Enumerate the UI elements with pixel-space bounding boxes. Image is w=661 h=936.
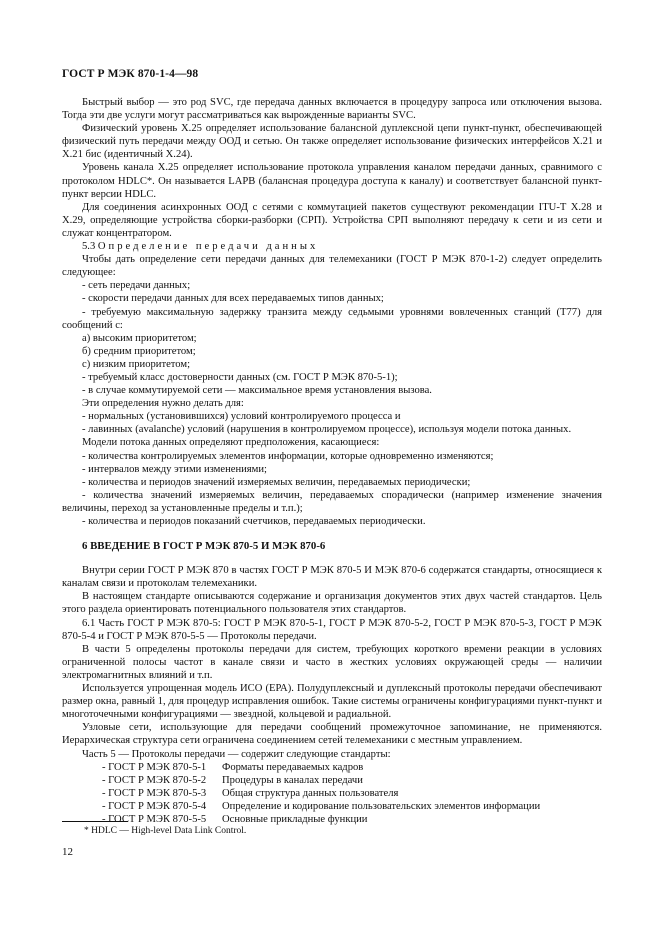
page-number: 12 (62, 846, 73, 858)
standard-code: - ГОСТ Р МЭК 870-5-5 (102, 813, 207, 825)
standard-name: Общая структура данных пользователя (222, 787, 399, 799)
list-item: а) высоким приоритетом; (82, 332, 197, 344)
list-item: - требуемую максимальную задержку транзита между седьмыми уровнями вовлеченных станций (T77) для сообщений с: (62, 306, 602, 331)
list-item: - скорости передачи данных для всех передаваемых типов данных; (82, 293, 384, 305)
list-item: - нормальных (установившихся) условий контролируемого процесса и (82, 411, 401, 423)
list-item: - количества и периодов показаний счетчиков, передаваемых периодически. (82, 516, 426, 527)
paragraph: Чтобы дать определение сети передачи данных для телемеханики (ГОСТ Р МЭК 870-1-2) следует определить следующее: (62, 254, 602, 279)
list-item: с) низким приоритетом; (82, 358, 191, 370)
paragraph: Для соединения асинхронных ООД с сетями с коммутацией пакетов существуют рекомендации ITU-T X.28 и X.29, определяющие устройства сборки-разборки (СРП). Устройства СРП выполняют передачу к сети и из сети и служат концентратором. (62, 201, 602, 239)
standards-list (62, 761, 602, 826)
footnote-divider (62, 821, 128, 822)
standard-name: Определение и кодирование пользовательских элементов информации (222, 800, 541, 812)
list-item (62, 761, 602, 774)
list-item (62, 813, 602, 826)
list-item: - интервалов между этими изменениями; (82, 463, 267, 475)
list-item: б) средним приоритетом; (82, 345, 196, 357)
document-body (62, 96, 602, 826)
paragraph: Эти определения нужно делать для: (82, 398, 244, 410)
standard-code: - ГОСТ Р МЭК 870-5-3 (102, 787, 207, 799)
list-item: - лавинных (avalanche) условий (нарушения в контролируемом процессе), используя модели потока данных. (82, 424, 572, 436)
paragraph: Уровень канала X.25 определяет использование протокола управления каналом передачи данных, сравнимого с протоколом HDLC*. Он называется LAPB (балансная процедура доступа к каналу) и соответствует балансной пункт-пункт версии HDLC. (62, 162, 602, 200)
paragraph: В части 5 определены протоколы передачи для систем, требующих короткого времени реакции в условиях ограниченной полосы частот в канале связи и часто в жестких условиях окружающей среды — наличии электромагнитных влияний и т.п. (62, 643, 602, 681)
standard-name: Форматы передаваемых кадров (222, 761, 364, 773)
list-item: - количества и периодов значений измеряемых величин, передаваемых периодически; (82, 476, 471, 488)
paragraph: Быстрый выбор — это род SVC, где передача данных включается в процедуру запроса или отключения вызова. Тогда эти две услуги могут рассматриваться как вырожденные варианты SVC. (62, 97, 602, 122)
list-item: - сеть передачи данных; (82, 280, 191, 292)
section-number: 5.3 (82, 241, 96, 253)
standard-code: - ГОСТ Р МЭК 870-5-1 (102, 761, 207, 773)
paragraph: Часть 5 — Протоколы передачи — содержит следующие стандарты: (82, 748, 391, 760)
section-5-3-heading (62, 240, 602, 253)
list-item (62, 800, 602, 813)
list-item: - количества контролируемых элементов информации, которые одновременно изменяются; (82, 450, 494, 462)
list-item (62, 774, 602, 787)
page-header: ГОСТ Р МЭК 870-1-4—98 (62, 68, 199, 80)
list-item: - требуемый класс достоверности данных (см. ГОСТ Р МЭК 870-5-1); (82, 371, 398, 383)
standard-code: - ГОСТ Р МЭК 870-5-2 (102, 774, 207, 786)
paragraph: Модели потока данных определяют предположения, касающиеся: (82, 437, 380, 449)
paragraph: Внутри серии ГОСТ Р МЭК 870 в частях ГОСТ Р МЭК 870-5 И МЭК 870-6 содержатся стандарты, относящиеся к каналам связи и протоколам телемеханики. (62, 565, 602, 590)
footnote: * HDLC — High-level Data Link Control. (84, 826, 247, 836)
standard-name: Основные прикладные функции (222, 813, 368, 825)
list-item: - в случае коммутируемой сети — максимальное время установления вызова. (82, 385, 432, 397)
paragraph: Используется упрощенная модель ИСО (ЕРА). Полудуплексный и дуплексный протоколы передачи обеспечивают размер окна, равный 1, для процедур исправления ошибок. Такие системы ограничены конфигурациями пункт-пункт и многоточечными конфигурациями — звездной, кольцевой и радиальной. (62, 683, 602, 721)
section-title: Определение передачи данных (97, 241, 319, 253)
standard-name: Процедуры в каналах передачи (222, 774, 363, 786)
standard-code: - ГОСТ Р МЭК 870-5-4 (102, 800, 207, 812)
list-item: - количества значений измеряемых величин, передаваемых спорадически (например изменение значения величины, переход за установленные пределы и т.п.); (62, 489, 602, 514)
paragraph: 6.1 Часть ГОСТ Р МЭК 870-5: ГОСТ Р МЭК 870-5-1, ГОСТ Р МЭК 870-5-2, ГОСТ Р МЭК 870-5-3, ГОСТ Р МЭК 870-5-4 и ГОСТ Р МЭК 870-5-5 — Протоколы передачи. (62, 617, 602, 642)
section-6-heading: 6 ВВЕДЕНИЕ В ГОСТ Р МЭК 870-5 И МЭК 870-6 (82, 540, 326, 553)
paragraph: Узловые сети, использующие для передачи сообщений промежуточное запоминание, не применяются. Иерархическая структура сети ограничена соединением сетей телемеханики с местным управлением. (62, 722, 602, 747)
paragraph: Физический уровень X.25 определяет использование балансной дуплексной цепи пункт-пункт, обеспечивающей физический путь передачи между ООД и сетью. Он также определяет использование физических интерфейсов X.21 и X.21 бис (идентичный X.24). (62, 123, 602, 161)
list-item (62, 787, 602, 800)
paragraph: В настоящем стандарте описываются содержание и организация документов этих двух частей стандартов. Цель этого раздела ориентировать потенциального пользователя этих стандартов. (62, 591, 602, 616)
